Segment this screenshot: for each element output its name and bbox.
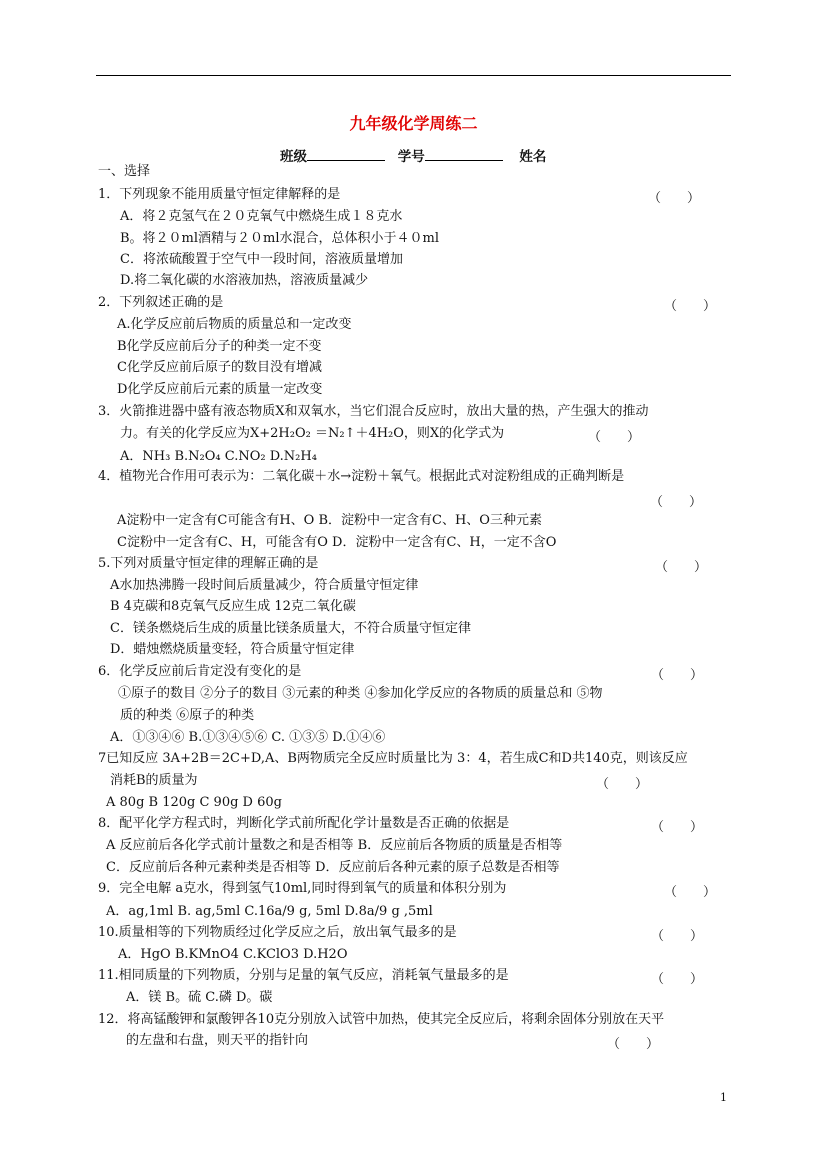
answer-paren-5[interactable]: （ ）: [655, 560, 708, 575]
option-1b: B。将２０ml酒精与２０ml水混合，总体积小于４０ml: [120, 231, 440, 246]
options-4ab: A淀粉中一定含有C可能含有H、O B．淀粉中一定含有C、H、O三种元素: [117, 513, 542, 528]
question-6: 6．化学反应前后肯定没有变化的是: [98, 664, 302, 679]
answer-paren-4[interactable]: （ ）: [650, 495, 703, 510]
items-6: ①原子的数目 ②分子的数目 ③元素的种类 ④参加化学反应的各物质的质量总和 ⑤物: [118, 686, 603, 701]
question-12: 12．将高锰酸钾和氯酸钾各10克分别放入试管中加热，使其完全反应后，将剩余固体分别放在天平: [98, 1012, 665, 1027]
question-3: 3．火箭推进器中盛有液态物质X和双氧水，当它们混合反应时，放出大量的热，产生强大的推动: [98, 404, 649, 419]
options-9: A．ag,1ml B. ag,5ml C.16a/9 g, 5ml D.8a/9 g ,5ml: [106, 904, 433, 919]
option-5b: B 4克碳和8克氧气反应生成 12克二氧化碳: [110, 599, 356, 614]
options-3: A．NH₃ B.N₂O₄ C.NO₂ D.N₂H₄: [120, 449, 317, 464]
answer-paren-6[interactable]: （ ）: [651, 668, 704, 683]
answer-paren-1[interactable]: （ ）: [648, 191, 701, 206]
answer-paren-12[interactable]: （ ）: [607, 1037, 660, 1052]
options-11: A．镁 B。硫 C.磷 D。碳: [126, 990, 273, 1005]
class-blank[interactable]: [307, 146, 385, 161]
question-11: 11.相同质量的下列物质，分别与足量的氧气反应，消耗氧气量最多的是: [98, 968, 509, 983]
section-heading: 一、选择: [98, 164, 151, 179]
id-blank[interactable]: [425, 146, 503, 161]
question-2: 2．下列叙述正确的是: [98, 295, 224, 310]
option-2c: C化学反应前后原子的数目没有增减: [117, 360, 322, 375]
options-6: A．①③④⑥ B.①③④⑤⑥ C. ①③⑤ D.①④⑥: [110, 730, 386, 745]
options-8cd: C．反应前后各种元素种类是否相等 D．反应前后各种元素的原子总数是否相等: [106, 860, 560, 875]
option-2d: D化学反应前后元素的质量一定改变: [117, 382, 323, 397]
answer-paren-9[interactable]: （ ）: [664, 885, 717, 900]
option-5a: A水加热沸腾一段时间后质量减少，符合质量守恒定律: [110, 578, 419, 593]
question-9: 9．完全电解 a克水，得到氢气10ml,同时得到氧气的质量和体积分别为: [98, 881, 507, 896]
items-6-cont: 质的种类 ⑥原子的种类: [120, 708, 255, 723]
option-1a: A．将２克氢气在２０克氧气中燃烧生成１８克水: [120, 209, 403, 224]
question-4: 4．植物光合作用可表示为：二氧化碳＋水→淀粉＋氧气。根据此式对淀粉组成的正确判断是: [98, 469, 625, 484]
question-1: 1．下列现象不能用质量守恒定律解释的是: [98, 187, 341, 202]
question-3-cont: 力。有关的化学反应为X+2H₂O₂ ＝N₂↑＋4H₂O，则X的化学式为: [120, 426, 505, 441]
option-1d: D.将二氧化碳的水溶液加热，溶液质量减少: [120, 273, 369, 288]
answer-paren-2[interactable]: （ ）: [664, 299, 717, 314]
option-5d: D．蜡烛燃烧质量变轻，符合质量守恒定律: [110, 642, 355, 657]
option-2a: A.化学反应前后物质的质量总和一定改变: [117, 317, 352, 332]
question-7: 7已知反应 3A+2B＝2C+D,A、B两物质完全反应时质量比为 3：4，若生成C和D共140克，则该反应: [98, 751, 688, 766]
options-7: A 80g B 120g C 90g D 60g: [106, 795, 282, 810]
options-4cd: C淀粉中一定含有C、H，可能含有O D．淀粉中一定含有C、H，一定不含O: [117, 535, 557, 550]
question-10: 10.质量相等的下列物质经过化学反应之后，放出氧气最多的是: [98, 925, 457, 940]
option-1c: C．将浓硫酸置于空气中一段时间，溶液质量增加: [120, 252, 403, 267]
page-title: 九年级化学周练二: [349, 114, 478, 133]
answer-paren-7[interactable]: （ ）: [596, 777, 649, 792]
question-7-cont: 消耗B的质量为: [110, 773, 198, 788]
question-5: 5.下列对质量守恒定律的理解正确的是: [98, 556, 319, 571]
id-label: 学号: [397, 149, 425, 165]
option-5c: C．镁条燃烧后生成的质量比镁条质量大，不符合质量守恒定律: [110, 621, 471, 636]
name-label: 姓名: [519, 149, 547, 165]
question-12-cont: 的左盘和右盘，则天平的指针向: [126, 1033, 309, 1048]
answer-paren-3[interactable]: （ ）: [588, 430, 641, 445]
question-8: 8．配平化学方程式时，判断化学式前所配化学计量数是否正确的依据是: [98, 816, 510, 831]
student-info-row: [280, 145, 546, 165]
answer-paren-10[interactable]: （ ）: [651, 929, 704, 944]
page-number: 1: [720, 1091, 727, 1104]
options-8ab: A 反应前后各化学式前计量数之和是否相等 B．反应前后各物质的质量是否相等: [106, 838, 563, 853]
option-2b: B化学反应前后分子的种类一定不变: [117, 339, 322, 354]
answer-paren-8[interactable]: （ ）: [651, 820, 704, 835]
class-label: 班级: [280, 149, 307, 165]
options-10: A．HgO B.KMnO4 C.KClO3 D.H2O: [118, 947, 348, 962]
top-rule: [96, 75, 731, 76]
answer-paren-11[interactable]: （ ）: [651, 972, 704, 987]
